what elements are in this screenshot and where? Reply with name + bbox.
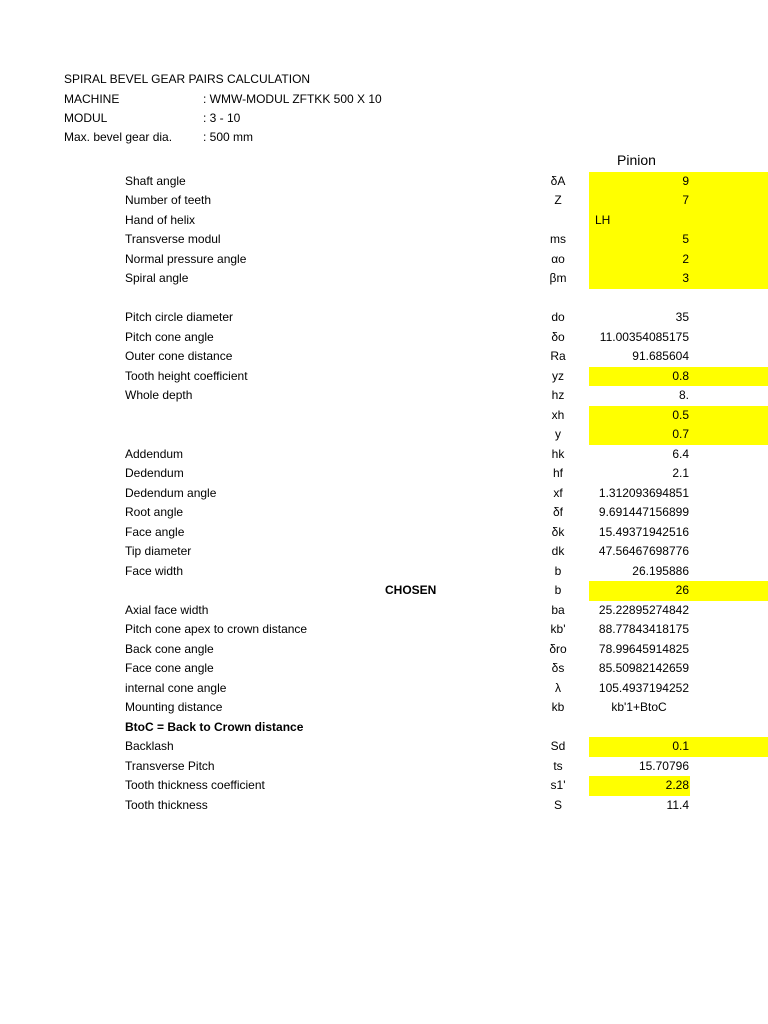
table-row bbox=[0, 347, 768, 367]
machine-label: MACHINE bbox=[64, 92, 120, 106]
table-row bbox=[0, 698, 768, 718]
row-symbol: Ra bbox=[550, 349, 566, 363]
pinion-value-cell[interactable] bbox=[589, 562, 768, 582]
pinion-value: 25.22895274842 bbox=[598, 602, 689, 617]
pinion-value: kb'1+BtoC bbox=[611, 700, 667, 714]
pinion-column-header: Pinion bbox=[617, 152, 656, 168]
table-row bbox=[0, 659, 768, 679]
table-row bbox=[0, 757, 768, 777]
pinion-value-cell[interactable] bbox=[589, 796, 768, 816]
table-row bbox=[0, 562, 768, 582]
row-label: Back cone angle bbox=[125, 641, 214, 656]
row-label: Hand of helix bbox=[125, 212, 196, 227]
pinion-value-cell[interactable] bbox=[589, 620, 768, 640]
pinion-value: 91.685604 bbox=[632, 349, 689, 363]
chosen-label: CHOSEN bbox=[385, 583, 437, 597]
pinion-value: 3 bbox=[682, 271, 689, 285]
pinion-value: 9 bbox=[682, 173, 689, 188]
row-label: Tooth thickness coefficient bbox=[125, 778, 265, 792]
pinion-value: 1.312093694851 bbox=[598, 485, 689, 500]
pinion-value-cell[interactable] bbox=[589, 640, 768, 660]
pinion-value-cell[interactable] bbox=[589, 542, 768, 562]
row-label: Tooth height coefficient bbox=[125, 368, 248, 383]
table-row bbox=[0, 718, 768, 738]
pinion-value: 47.56467698776 bbox=[598, 544, 689, 558]
row-symbol: Sd bbox=[550, 739, 566, 753]
pinion-value: 35 bbox=[675, 310, 689, 324]
pinion-value-cell[interactable] bbox=[589, 211, 768, 231]
pinion-value: 5 bbox=[682, 232, 689, 246]
pinion-value-cell[interactable] bbox=[589, 406, 768, 426]
row-symbol: do bbox=[551, 310, 565, 324]
pinion-value: 105.4937194252 bbox=[598, 680, 689, 695]
row-label: Transverse Pitch bbox=[125, 758, 215, 773]
table-row bbox=[0, 640, 768, 660]
row-symbol: kb' bbox=[550, 622, 566, 636]
row-symbol: αo bbox=[551, 251, 565, 266]
row-symbol: yz bbox=[552, 368, 564, 383]
sheet-title: SPIRAL BEVEL GEAR PAIRS CALCULATION bbox=[64, 72, 311, 86]
row-symbol: δo bbox=[551, 329, 565, 344]
table-row bbox=[0, 269, 768, 289]
pinion-value-cell[interactable] bbox=[589, 679, 768, 699]
pinion-value-cell[interactable] bbox=[589, 250, 768, 270]
pinion-value-cell[interactable] bbox=[589, 718, 768, 738]
pinion-value-cell[interactable] bbox=[589, 601, 768, 621]
pinion-value-cell[interactable] bbox=[589, 581, 768, 601]
table-row bbox=[0, 445, 768, 465]
row-label: Mounting distance bbox=[125, 700, 223, 714]
row-label: Pitch circle diameter bbox=[125, 310, 234, 324]
row-symbol: δA bbox=[550, 173, 566, 188]
pinion-value: 78.99645914825 bbox=[598, 641, 689, 656]
row-label: BtoC = Back to Crown distance bbox=[125, 719, 304, 734]
row-symbol: δro bbox=[549, 641, 567, 656]
pinion-value: 0.5 bbox=[672, 407, 689, 422]
row-label: Axial face width bbox=[125, 602, 209, 617]
row-label: Dedendum bbox=[125, 466, 184, 480]
pinion-value-cell[interactable] bbox=[589, 445, 768, 465]
pinion-value: 8. bbox=[678, 388, 689, 402]
pinion-value: 26 bbox=[675, 583, 689, 597]
table-row bbox=[0, 289, 768, 309]
row-label: Backlash bbox=[125, 739, 174, 753]
row-symbol: δf bbox=[552, 505, 563, 519]
table-row bbox=[0, 308, 768, 328]
table-row bbox=[0, 230, 768, 250]
row-label: Face cone angle bbox=[125, 661, 214, 675]
row-label: Tip diameter bbox=[125, 544, 192, 558]
pinion-value-cell[interactable] bbox=[589, 698, 768, 718]
row-symbol: λ bbox=[555, 680, 561, 695]
row-label: Face width bbox=[125, 563, 184, 578]
row-symbol: xh bbox=[551, 407, 565, 422]
table-row bbox=[0, 679, 768, 699]
table-row bbox=[0, 601, 768, 621]
pinion-value: 7 bbox=[682, 193, 689, 207]
table-row bbox=[0, 464, 768, 484]
row-label: Addendum bbox=[125, 446, 184, 461]
pinion-value-cell[interactable] bbox=[589, 289, 768, 309]
pinion-value-cell[interactable] bbox=[589, 367, 768, 387]
pinion-value: 11.00354085175 bbox=[599, 329, 689, 344]
row-label: Pitch cone angle bbox=[125, 329, 214, 344]
pinion-value-cell[interactable] bbox=[589, 503, 768, 523]
table-row bbox=[0, 620, 768, 640]
table-row bbox=[0, 191, 768, 211]
pinion-value: 0.7 bbox=[672, 427, 689, 441]
pinion-value: 15.70796 bbox=[638, 758, 689, 773]
row-symbol: b bbox=[554, 563, 562, 578]
pinion-value: 9.691447156899 bbox=[598, 505, 689, 519]
table-row bbox=[0, 776, 768, 796]
row-label: Normal pressure angle bbox=[125, 251, 247, 266]
table-row bbox=[0, 406, 768, 426]
row-symbol: δs bbox=[551, 661, 565, 675]
table-row bbox=[0, 367, 768, 387]
row-symbol: hk bbox=[551, 446, 565, 461]
pinion-value-cell[interactable] bbox=[589, 737, 768, 757]
pinion-value: 6.4 bbox=[672, 446, 689, 461]
pinion-value-cell[interactable] bbox=[589, 328, 768, 348]
pinion-value-cell[interactable] bbox=[589, 386, 768, 406]
pinion-value-cell[interactable] bbox=[589, 659, 768, 679]
table-row bbox=[0, 386, 768, 406]
pinion-value: LH bbox=[595, 212, 611, 227]
pinion-value: 88.77843418175 bbox=[598, 622, 689, 636]
row-symbol: xf bbox=[553, 485, 563, 500]
table-row bbox=[0, 542, 768, 562]
row-symbol: S bbox=[553, 797, 562, 812]
row-symbol: kb bbox=[551, 700, 565, 714]
row-label: Transverse modul bbox=[125, 232, 221, 246]
pinion-value-cell[interactable] bbox=[589, 308, 768, 328]
pinion-value-cell[interactable] bbox=[589, 484, 768, 504]
table-row bbox=[0, 172, 768, 192]
pinion-value: 0.8 bbox=[672, 368, 689, 383]
row-label: Outer cone distance bbox=[125, 349, 233, 363]
pinion-value: 2.1 bbox=[672, 466, 689, 480]
row-symbol: y bbox=[555, 427, 561, 441]
pinion-value: 26.195886 bbox=[632, 563, 689, 578]
row-symbol: Z bbox=[554, 193, 562, 207]
pinion-value-cell[interactable] bbox=[589, 523, 768, 543]
table-row bbox=[0, 796, 768, 816]
pinion-value-cell[interactable] bbox=[589, 230, 768, 250]
row-label: Whole depth bbox=[125, 388, 193, 402]
max-dia-value: : 500 mm bbox=[203, 130, 254, 144]
row-symbol: b bbox=[554, 583, 562, 597]
machine-value: : WMW-MODUL ZFTKK 500 X 10 bbox=[203, 92, 382, 106]
row-label: Dedendum angle bbox=[125, 485, 217, 500]
row-symbol: dk bbox=[551, 544, 565, 558]
row-symbol: ms bbox=[550, 232, 566, 246]
row-label: Shaft angle bbox=[125, 173, 186, 188]
table-row bbox=[0, 737, 768, 757]
row-symbol: s1' bbox=[550, 778, 566, 792]
table-row bbox=[0, 523, 768, 543]
row-label: Pitch cone apex to crown distance bbox=[125, 622, 308, 636]
pinion-value: 2 bbox=[682, 251, 689, 266]
row-label: Face angle bbox=[125, 524, 185, 539]
pinion-value: 2.28 bbox=[665, 778, 689, 792]
row-label: Tooth thickness bbox=[125, 797, 208, 812]
row-symbol: δk bbox=[551, 524, 565, 539]
pinion-value-cell[interactable] bbox=[589, 425, 768, 445]
modul-value: : 3 - 10 bbox=[203, 111, 241, 125]
row-label: Spiral angle bbox=[125, 271, 189, 285]
modul-label: MODUL bbox=[64, 111, 108, 125]
pinion-value: 15.49371942516 bbox=[598, 524, 689, 539]
row-symbol: βm bbox=[549, 271, 567, 285]
pinion-value: 11.4 bbox=[666, 797, 689, 812]
pinion-value-cell[interactable] bbox=[589, 757, 768, 777]
pinion-value-cell[interactable] bbox=[589, 191, 768, 211]
table-row bbox=[0, 503, 768, 523]
table-row bbox=[0, 328, 768, 348]
table-row bbox=[0, 250, 768, 270]
max-dia-label: Max. bevel gear dia. bbox=[64, 130, 173, 144]
pinion-value-cell[interactable] bbox=[589, 464, 768, 484]
row-label: Number of teeth bbox=[125, 193, 212, 207]
row-symbol: ts bbox=[553, 758, 563, 773]
pinion-value: 85.50982142659 bbox=[598, 661, 689, 675]
row-symbol: hf bbox=[552, 466, 563, 480]
table-row bbox=[0, 581, 768, 601]
pinion-value: 0.1 bbox=[672, 739, 689, 753]
table-row bbox=[0, 211, 768, 231]
pinion-value-cell[interactable] bbox=[589, 269, 768, 289]
row-symbol: hz bbox=[551, 388, 565, 402]
table-row bbox=[0, 484, 768, 504]
pinion-value-cell[interactable] bbox=[589, 172, 768, 192]
row-label: internal cone angle bbox=[125, 680, 227, 695]
pinion-value-cell[interactable] bbox=[589, 347, 768, 367]
row-symbol: ba bbox=[551, 602, 565, 617]
pinion-value-cell[interactable] bbox=[589, 776, 690, 796]
row-label: Root angle bbox=[125, 505, 184, 519]
table-row bbox=[0, 425, 768, 445]
